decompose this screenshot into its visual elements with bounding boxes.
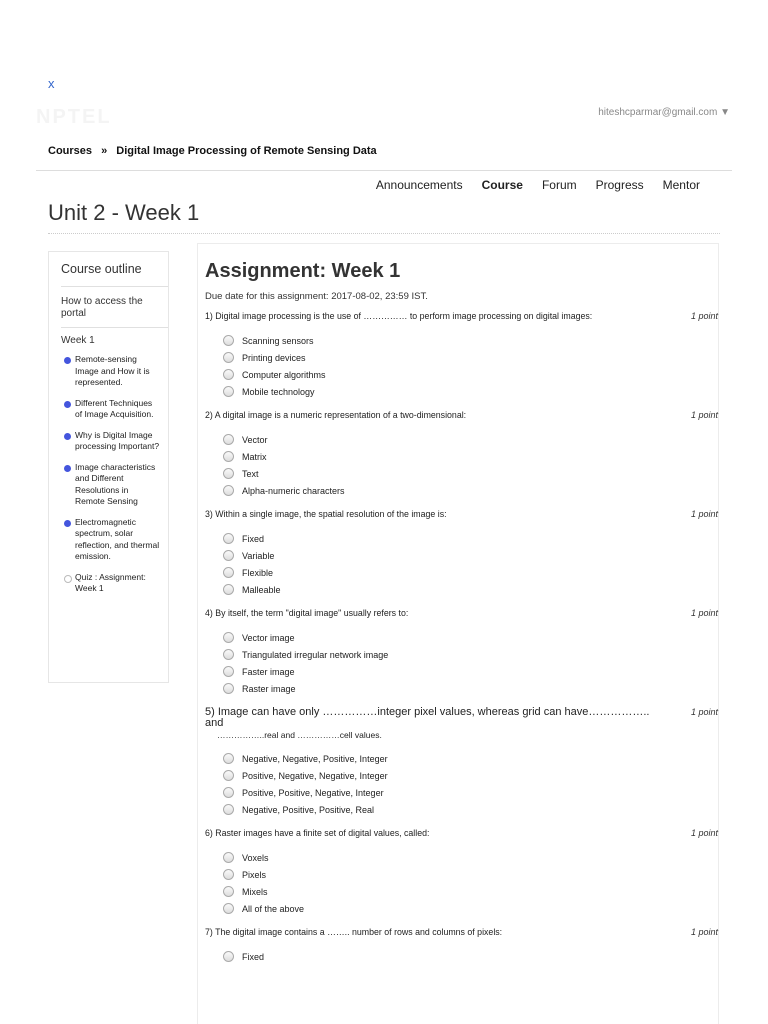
- radio-button[interactable]: [223, 852, 234, 863]
- course-outline-title: Course outline: [61, 262, 142, 276]
- answer-option[interactable]: [223, 383, 718, 400]
- question-points: 1 point: [690, 828, 718, 838]
- completed-dot-icon: [64, 520, 71, 527]
- answer-option-label: Flexible: [242, 567, 274, 578]
- answer-option[interactable]: [223, 849, 718, 866]
- sidebar-lesson-item[interactable]: [61, 430, 160, 453]
- radio-button[interactable]: [223, 787, 234, 798]
- answer-option[interactable]: [223, 900, 718, 917]
- radio-button[interactable]: [223, 632, 234, 643]
- sidebar-item-week-1[interactable]: Week 1: [61, 335, 95, 346]
- radio-button[interactable]: [223, 804, 234, 815]
- sidebar-lesson-item[interactable]: [61, 517, 160, 563]
- answer-option[interactable]: [223, 530, 718, 547]
- page-title: Unit 2 - Week 1: [48, 200, 200, 225]
- assignment-title: Assignment: Week 1: [205, 260, 401, 282]
- pending-circle-icon: [64, 575, 72, 583]
- radio-button[interactable]: [223, 869, 234, 880]
- radio-button[interactable]: [223, 434, 234, 445]
- radio-button[interactable]: [223, 649, 234, 660]
- tab-announcements[interactable]: Announcements: [375, 178, 463, 192]
- question: [205, 707, 718, 818]
- answer-option-label: Fixed: [242, 951, 265, 962]
- question: [205, 311, 718, 400]
- radio-button[interactable]: [223, 550, 234, 561]
- sidebar-lesson-label: Electromagnetic spectrum, solar reflection, and thermal emission.: [75, 516, 160, 561]
- radio-button[interactable]: [223, 903, 234, 914]
- question-text: 5) Image can have only ……………integer pixel values, whereas grid can have…………….. and: [205, 706, 650, 729]
- answer-option[interactable]: [223, 629, 718, 646]
- answer-option[interactable]: [223, 948, 718, 965]
- radio-button[interactable]: [223, 567, 234, 578]
- question-text: 2) A digital image is a numeric representation of a two-dimensional:: [205, 410, 467, 420]
- radio-button[interactable]: [223, 683, 234, 694]
- radio-button[interactable]: [223, 951, 234, 962]
- radio-button[interactable]: [223, 753, 234, 764]
- answer-option-label: Fixed: [242, 533, 265, 544]
- answer-option-label: Positive, Positive, Negative, Integer: [242, 787, 384, 798]
- breadcrumb-courses[interactable]: Courses: [48, 145, 93, 157]
- question-points: 1 point: [690, 311, 718, 321]
- answer-option-label: Alpha-numeric characters: [242, 485, 345, 496]
- answer-option[interactable]: [223, 680, 718, 697]
- answer-options: [205, 431, 718, 499]
- answer-option[interactable]: [223, 431, 718, 448]
- radio-button[interactable]: [223, 770, 234, 781]
- answer-option[interactable]: [223, 767, 718, 784]
- question-points: 1 point: [690, 410, 718, 420]
- question-text: 1) Digital image processing is the use of …………… to perform image processing on digital images:: [205, 311, 593, 321]
- question-text: 7) The digital image contains a …….. number of rows and columns of pixels:: [205, 927, 503, 937]
- answer-options: [205, 530, 718, 598]
- answer-options: [205, 948, 718, 965]
- radio-button[interactable]: [223, 352, 234, 363]
- tab-forum[interactable]: Forum: [541, 178, 577, 192]
- answer-options: [205, 849, 718, 917]
- radio-button[interactable]: [223, 386, 234, 397]
- answer-option-label: Malleable: [242, 584, 281, 595]
- question: [205, 828, 718, 917]
- answer-option-label: Triangulated irregular network image: [242, 649, 389, 660]
- answer-option-label: Voxels: [242, 852, 269, 863]
- answer-option-label: Negative, Positive, Positive, Real: [242, 804, 375, 815]
- header-divider: [36, 170, 732, 171]
- answer-option-label: Matrix: [242, 451, 267, 462]
- answer-option[interactable]: [223, 663, 718, 680]
- answer-options: [205, 629, 718, 697]
- answer-option-label: Negative, Negative, Positive, Integer: [242, 753, 388, 764]
- answer-option-label: All of the above: [242, 903, 305, 914]
- sidebar-lesson-item[interactable]: [61, 462, 160, 508]
- answer-option[interactable]: [223, 547, 718, 564]
- breadcrumb-course[interactable]: Digital Image Processing of Remote Sensing Data: [116, 145, 377, 157]
- user-menu[interactable]: hiteshcparmar@gmail.com ▼: [598, 107, 730, 118]
- sidebar-lesson-item[interactable]: [61, 398, 160, 421]
- answer-option[interactable]: [223, 482, 718, 499]
- answer-option-label: Text: [242, 468, 259, 479]
- sidebar-lesson-item[interactable]: [61, 572, 160, 595]
- completed-dot-icon: [64, 465, 71, 472]
- question: [205, 927, 718, 965]
- answer-option[interactable]: [223, 448, 718, 465]
- question-points: 1 point: [690, 509, 718, 519]
- answer-option[interactable]: [223, 646, 718, 663]
- answer-option-label: Vector: [242, 434, 268, 445]
- close-link[interactable]: x: [48, 76, 55, 91]
- answer-option[interactable]: [223, 332, 718, 349]
- completed-dot-icon: [64, 433, 71, 440]
- radio-button[interactable]: [223, 335, 234, 346]
- answer-option[interactable]: [223, 883, 718, 900]
- breadcrumb-separator: »: [101, 145, 108, 157]
- answer-option[interactable]: [223, 581, 718, 598]
- tab-progress[interactable]: Progress: [595, 178, 644, 192]
- question-points: 1 point: [690, 707, 718, 717]
- radio-button[interactable]: [223, 533, 234, 544]
- question-points: 1 point: [690, 608, 718, 618]
- radio-button[interactable]: [223, 584, 234, 595]
- sidebar-lesson-label: Image characteristics and Different Resolutions in Remote Sensing: [75, 461, 156, 506]
- answer-option[interactable]: [223, 784, 718, 801]
- question: [205, 410, 718, 499]
- logo: NPTEL: [36, 106, 112, 128]
- question-text: 3) Within a single image, the spatial resolution of the image is:: [205, 509, 447, 519]
- tab-mentor[interactable]: Mentor: [662, 178, 700, 192]
- title-divider: [48, 233, 720, 234]
- answer-option[interactable]: [223, 866, 718, 883]
- answer-option-label: Positive, Negative, Negative, Integer: [242, 770, 388, 781]
- course-nav: [376, 178, 700, 192]
- answer-option[interactable]: [223, 750, 718, 767]
- answer-option-label: Printing devices: [242, 352, 306, 363]
- answer-option[interactable]: [223, 801, 718, 818]
- radio-button[interactable]: [223, 451, 234, 462]
- sidebar-lesson-label: Why is Digital Image processing Important?: [75, 429, 160, 451]
- answer-option-label: Mixels: [242, 886, 268, 897]
- answer-option-label: Computer algorithms: [242, 369, 326, 380]
- due-date: Due date for this assignment: 2017-08-02, 23:59 IST.: [205, 291, 428, 302]
- answer-option-label: Pixels: [242, 869, 267, 880]
- breadcrumb: [48, 145, 383, 157]
- answer-option[interactable]: [223, 465, 718, 482]
- tab-course[interactable]: Course: [481, 178, 523, 192]
- question-text: 4) By itself, the term "digital image" usually refers to:: [205, 608, 409, 618]
- sidebar-lesson-label: Remote-sensing Image and How it is represented.: [75, 354, 150, 387]
- lesson-list: [61, 354, 160, 595]
- course-outline: [48, 251, 169, 683]
- answer-option[interactable]: [223, 349, 718, 366]
- radio-button[interactable]: [223, 666, 234, 677]
- radio-button[interactable]: [223, 485, 234, 496]
- answer-options: [205, 750, 718, 818]
- answer-option-label: Raster image: [242, 683, 296, 694]
- answer-option[interactable]: [223, 366, 718, 383]
- question: [205, 509, 718, 598]
- completed-dot-icon: [64, 401, 71, 408]
- answer-option[interactable]: [223, 564, 718, 581]
- question: [205, 608, 718, 697]
- sidebar-lesson-label: Different Techniques of Image Acquisition.: [75, 397, 154, 419]
- answer-option-label: Variable: [242, 550, 275, 561]
- radio-button[interactable]: [223, 886, 234, 897]
- answer-option-label: Vector image: [242, 632, 295, 643]
- completed-dot-icon: [64, 357, 71, 364]
- radio-button[interactable]: [223, 468, 234, 479]
- answer-option-label: Mobile technology: [242, 386, 315, 397]
- question-list: [205, 311, 718, 965]
- radio-button[interactable]: [223, 369, 234, 380]
- question-points: 1 point: [690, 927, 718, 937]
- answer-option-label: Scanning sensors: [242, 335, 314, 346]
- answer-option-label: Faster image: [242, 666, 295, 677]
- sidebar-item-access-portal[interactable]: How to access the portal: [61, 296, 143, 319]
- sidebar-lesson-label: Quiz : Assignment: Week 1: [75, 571, 146, 593]
- question-text-continued: ……………..real and ……………cell values.: [217, 730, 382, 740]
- sidebar-lesson-item[interactable]: [61, 354, 160, 389]
- question-text: 6) Raster images have a finite set of digital values, called:: [205, 828, 430, 838]
- answer-options: [205, 332, 718, 400]
- assignment-panel: [197, 243, 719, 1024]
